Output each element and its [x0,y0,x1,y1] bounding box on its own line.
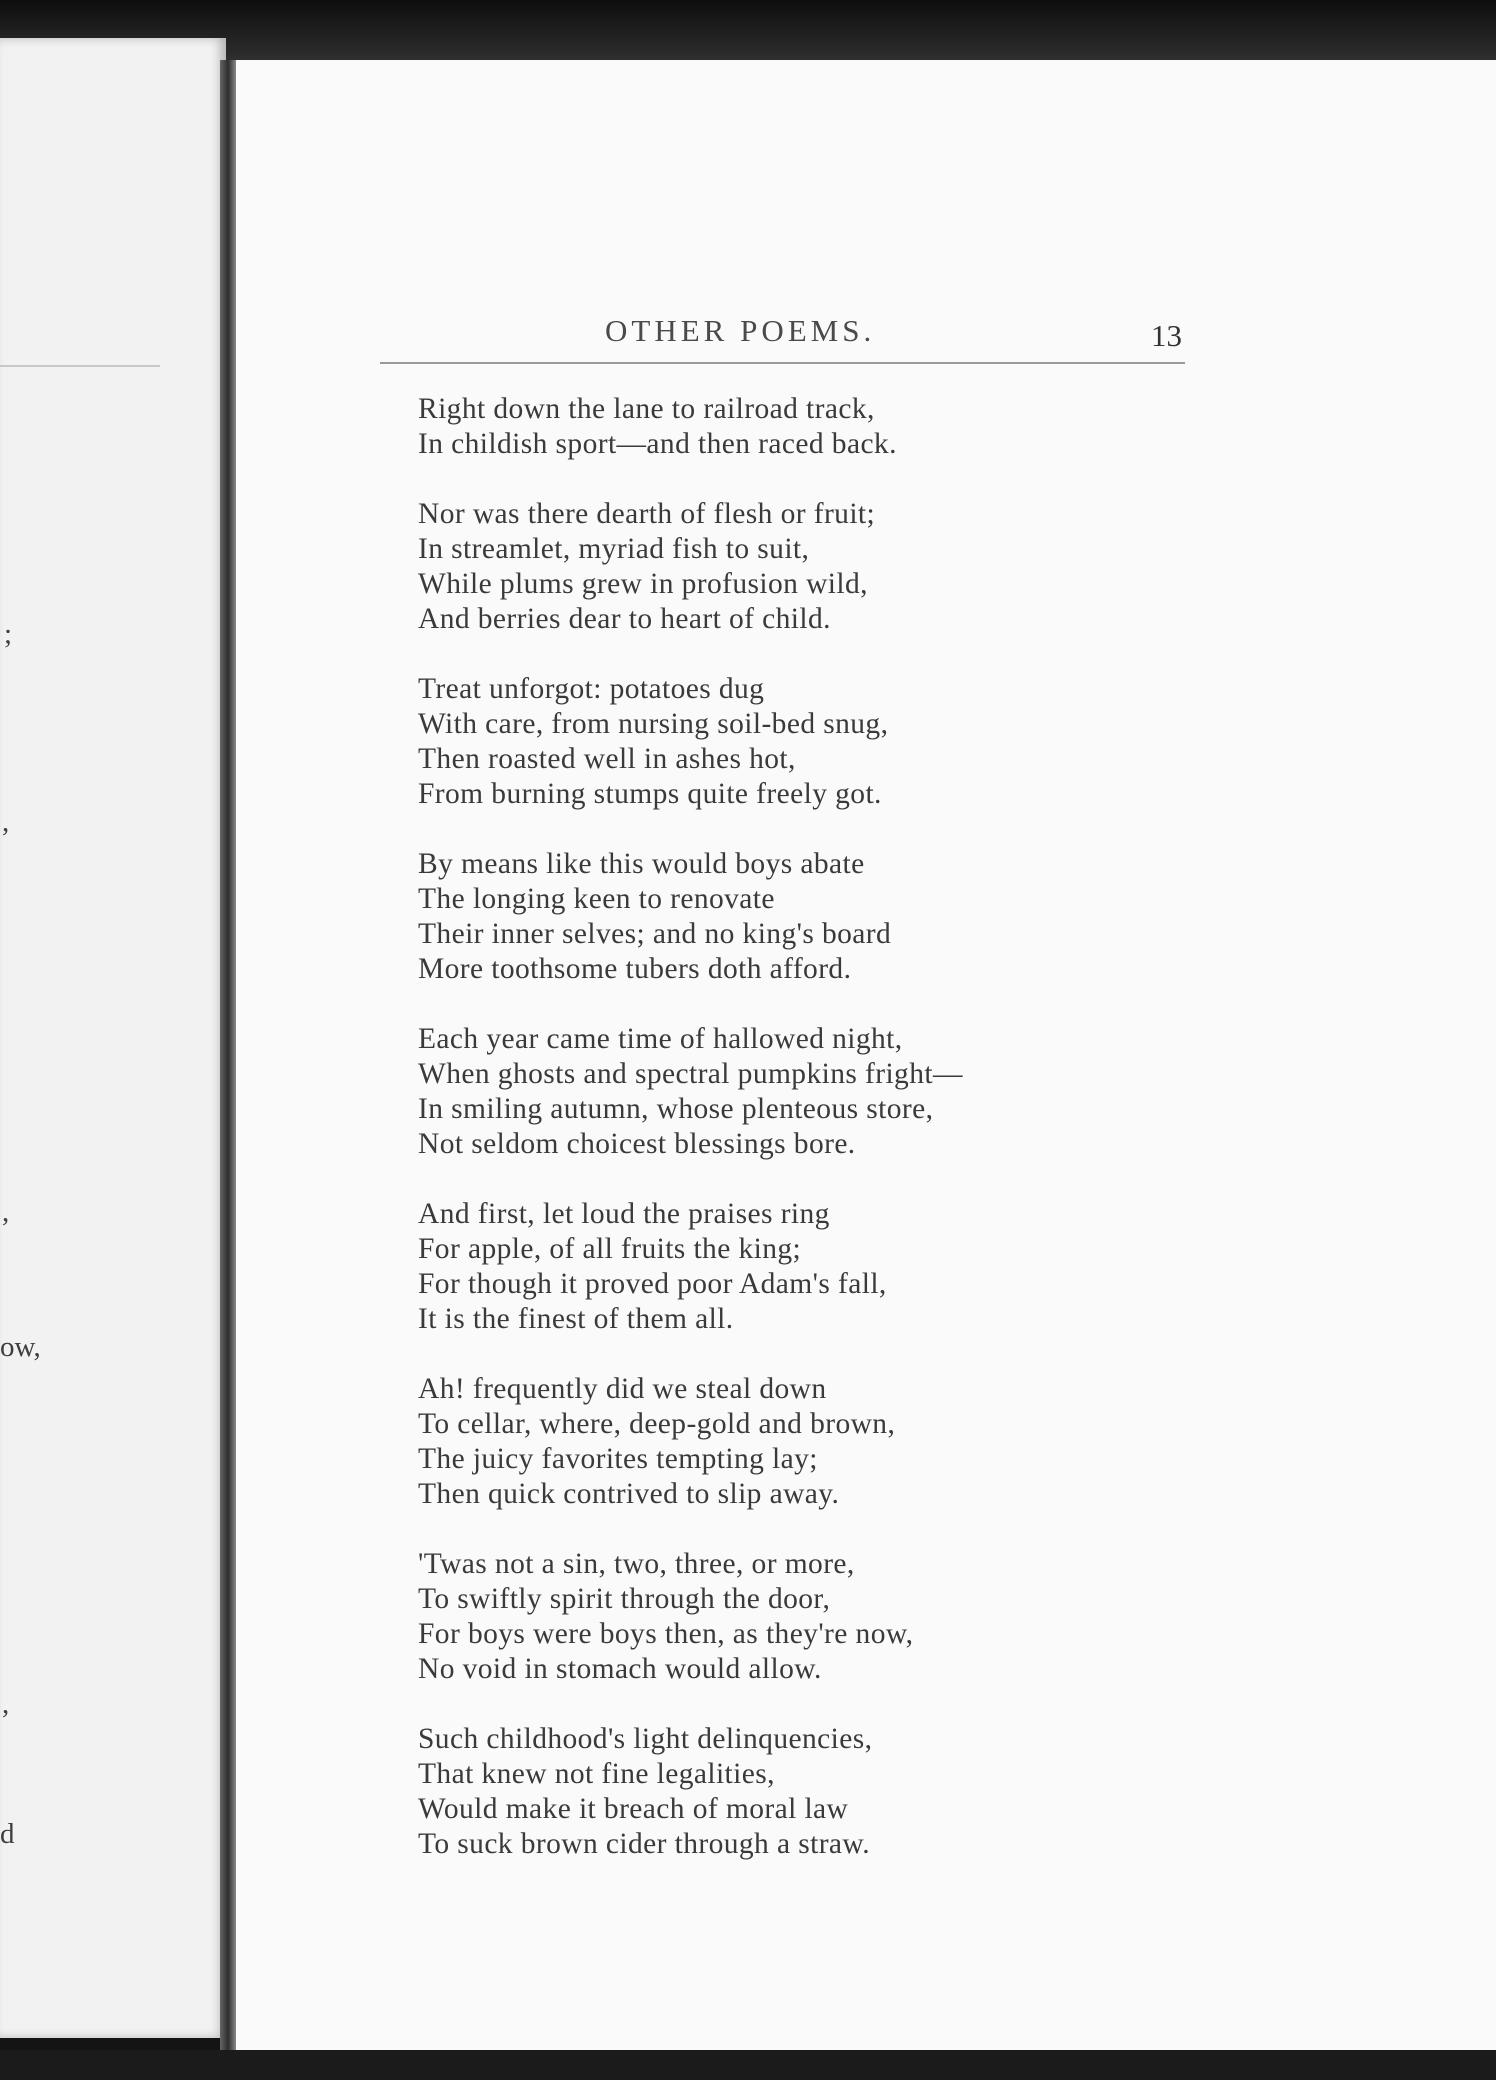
poem-line: That knew not fine legalities, [418,1758,775,1790]
poem-line: 'Twas not a sin, two, three, or more, [418,1548,855,1580]
left-page [0,38,226,2038]
scan-bottom-edge [0,2050,1496,2080]
poem-line: More toothsome tubers doth afford. [418,953,852,985]
poem-line: To suck brown cider through a straw. [418,1828,870,1860]
poem-line: Right down the lane to railroad track, [418,393,875,425]
left-page-fragment: , [2,1688,10,1720]
poem-line: In childish sport—and then raced back. [418,428,897,460]
page-number: 13 [1151,318,1182,353]
left-page-fragment: , [2,1196,10,1228]
left-page-fragment: ow, [0,1331,41,1363]
poem-line: The juicy favorites tempting lay; [418,1443,818,1475]
running-head-title: OTHER POEMS. [605,313,876,348]
poem-line: Then quick contrived to slip away. [418,1478,840,1510]
running-head [380,310,1185,364]
poem-line: When ghosts and spectral pumpkins fright— [418,1058,963,1090]
book-gutter [220,60,236,2070]
poem-line: Then roasted well in ashes hot, [418,743,796,775]
poem-line: For though it proved poor Adam's fall, [418,1268,887,1300]
stanza [418,1022,1178,1162]
poem-line: And berries dear to heart of child. [418,603,831,635]
poem-line: Would make it breach of moral law [418,1793,849,1825]
poem-line: Nor was there dearth of flesh or fruit; [418,498,876,530]
poem-line: To cellar, where, deep-gold and brown, [418,1408,896,1440]
poem-line: To swiftly spirit through the door, [418,1583,831,1615]
poem-line: With care, from nursing soil-bed snug, [418,708,889,740]
poem-body [418,392,1178,1897]
left-page-fragment: ; [4,618,13,650]
poem-line: Each year came time of hallowed night, [418,1023,903,1055]
left-page-fragment: d [0,1818,15,1850]
poem-line: Not seldom choicest blessings bore. [418,1128,856,1160]
poem-line: The longing keen to renovate [418,883,775,915]
stanza [418,1197,1178,1337]
stanza [418,1372,1178,1512]
stanza [418,1722,1178,1862]
poem-line: In smiling autumn, whose plenteous store, [418,1093,934,1125]
stanza [418,847,1178,987]
stanza [418,672,1178,812]
left-page-fragment: , [2,806,10,838]
poem-line: By means like this would boys abate [418,848,865,880]
stanza [418,497,1178,637]
poem-line: Their inner selves; and no king's board [418,918,892,950]
poem-line: While plums grew in profusion wild, [418,568,868,600]
poem-line: And first, let loud the praises ring [418,1198,830,1230]
poem-line: No void in stomach would allow. [418,1653,822,1685]
stanza [418,1547,1178,1687]
poem-line: For apple, of all fruits the king; [418,1233,802,1265]
poem-line: It is the finest of them all. [418,1303,734,1335]
left-page-rule [0,365,160,367]
poem-line: In streamlet, myriad fish to suit, [418,533,810,565]
poem-line: For boys were boys then, as they're now, [418,1618,914,1650]
poem-line: Treat unforgot: potatoes dug [418,673,765,705]
stanza [418,392,1178,462]
poem-line: Such childhood's light delinquencies, [418,1723,873,1755]
poem-line: Ah! frequently did we steal down [418,1373,827,1405]
poem-line: From burning stumps quite freely got. [418,778,882,810]
